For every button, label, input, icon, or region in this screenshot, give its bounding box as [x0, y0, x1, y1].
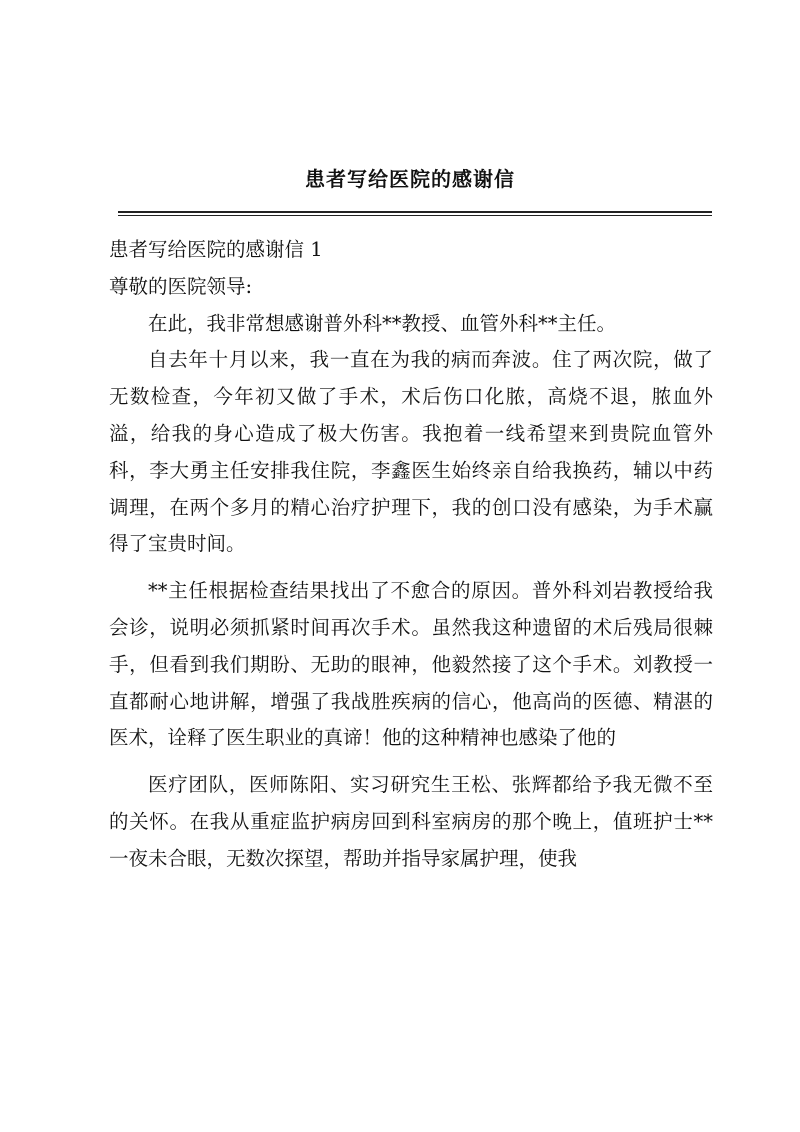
- paragraph: 医疗团队，医师陈阳、实习研究生王松、张辉都给予我无微不至的关怀。在我从重症监护病房回到科室病房的那个晚上，值班护士**一夜未合眼，无数次探望，帮助并指导家属护理，使我: [109, 773, 713, 870]
- section-heading: 患者写给医院的感谢信 1: [109, 238, 323, 261]
- title-rule-thick: [118, 211, 712, 213]
- document-title: 患者写给医院的感谢信: [305, 167, 515, 191]
- document-body: [109, 232, 713, 878]
- title-rule-thin: [118, 215, 712, 216]
- paragraph: **主任根据检查结果找出了不愈合的原因。普外科刘岩教授给我会诊，说明必须抓紧时间再次手术。虽然我这种遗留的术后残局很棘手，但看到我们期盼、无助的眼神，他毅然接了这个手术。刘教授一直都耐心地讲解，增强了我战胜疾病的信心，他高尚的医德、精湛的医术，诠释了医生职业的真谛！他的这种精神也感染了他的: [109, 579, 713, 750]
- paragraph: 在此，我非常想感谢普外科**教授、血管外科**主任。: [148, 311, 617, 335]
- salutation: 尊敬的医院领导:: [109, 274, 253, 298]
- paragraph: 自去年十月以来，我一直在为我的病而奔波。住了两次院，做了无数检查，今年初又做了手术，术后伤口化脓，高烧不退，脓血外溢，给我的身心造成了极大伤害。我抱着一线希望来到贵院血管外科，李大勇主任安排我住院，李鑫医生始终亲自给我换药，辅以中药调理，在两个多月的精心治疗护理下，我的创口没有感染，为手术赢得了宝贵时间。: [109, 348, 713, 556]
